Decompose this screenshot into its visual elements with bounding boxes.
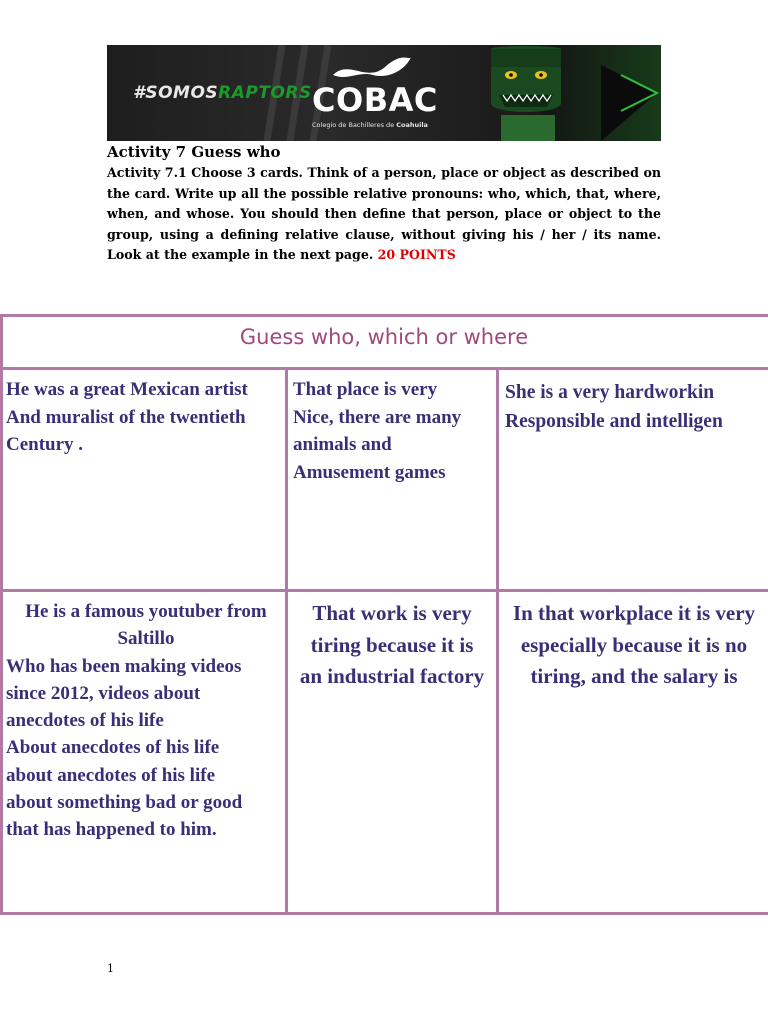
table-border-heading: [0, 367, 768, 370]
card-hardworking-person: [505, 378, 767, 436]
card-workplace: [500, 598, 768, 693]
card-line: He was a great Mexican artist: [6, 379, 248, 400]
card-line: Amusement games: [293, 461, 446, 483]
table-border-middle: [0, 589, 768, 592]
card-line: And muralist of the twentieth: [6, 406, 246, 428]
cobac-subtitle-prefix: Colegio de Bachilleres de: [312, 121, 397, 129]
cobac-logo-text: COBAC: [312, 81, 438, 119]
hashtag-slogan: [133, 83, 312, 103]
cobac-subtitle-state: Coahuila: [396, 121, 428, 129]
card-line: animals and: [293, 434, 392, 455]
card-line: that has happened to him.: [6, 819, 217, 841]
activity-title: Activity 7 Guess who: [107, 143, 281, 161]
card-line: especially because it is no: [520, 632, 748, 657]
table-border-bottom: [0, 912, 768, 915]
card-line: an industrial factory: [299, 664, 485, 688]
card-work: [288, 598, 496, 693]
card-line: tiring because it is: [310, 632, 474, 657]
table-border-top: [0, 314, 768, 317]
card-line: Who has been making videos: [6, 655, 242, 677]
page-number: 1: [107, 962, 114, 975]
card-line: since 2012, videos about: [6, 682, 201, 704]
card-line: anecdotes of his life: [6, 710, 164, 732]
card-line: Century .: [6, 434, 84, 455]
card-line: about something bad or good: [6, 792, 243, 814]
card-line: Nice, there are many: [293, 406, 462, 428]
cobac-subtitle: [312, 121, 428, 129]
card-youtuber: [6, 598, 286, 844]
card-line: about anecdotes of his life: [6, 764, 215, 786]
table-divider-2: [496, 367, 499, 915]
table-heading: Guess who, which or where: [239, 325, 529, 349]
card-line: She is a very hardworkin: [505, 382, 715, 403]
card-line: Responsible and intelligen: [505, 411, 723, 432]
hashtag-suffix: RAPTORS: [218, 83, 312, 103]
card-line: That work is very: [312, 601, 472, 625]
card-line: He is a famous youtuber from: [25, 601, 267, 622]
card-place: [293, 376, 493, 486]
raptor-mascot-icon: [481, 45, 661, 141]
card-line: In that workplace it is very: [512, 601, 756, 625]
activity-description: [107, 163, 661, 266]
hashtag-prefix: #SOMOS: [133, 83, 219, 103]
card-line: About anecdotes of his life: [6, 737, 220, 759]
card-line: tiring, and the salary is: [530, 664, 738, 688]
card-line: Saltillo: [117, 628, 175, 650]
header-banner: [107, 45, 661, 141]
table-border-left: [0, 314, 3, 915]
activity-instructions: Activity 7.1 Choose 3 cards. Think of a person, place or object as described on the card. Write up all the possible relative pronouns: who, which, that, where, when, and whose. You should then define that person, place or object to the group, using a defining relative clause, without giving his / her / its name. Look at the example in the next page.: [107, 165, 661, 263]
cobac-wave-logo-icon: [329, 53, 413, 83]
card-line: That place is very: [293, 379, 438, 400]
points-label: 20 POINTS: [377, 247, 456, 263]
card-mexican-artist: [6, 376, 286, 459]
